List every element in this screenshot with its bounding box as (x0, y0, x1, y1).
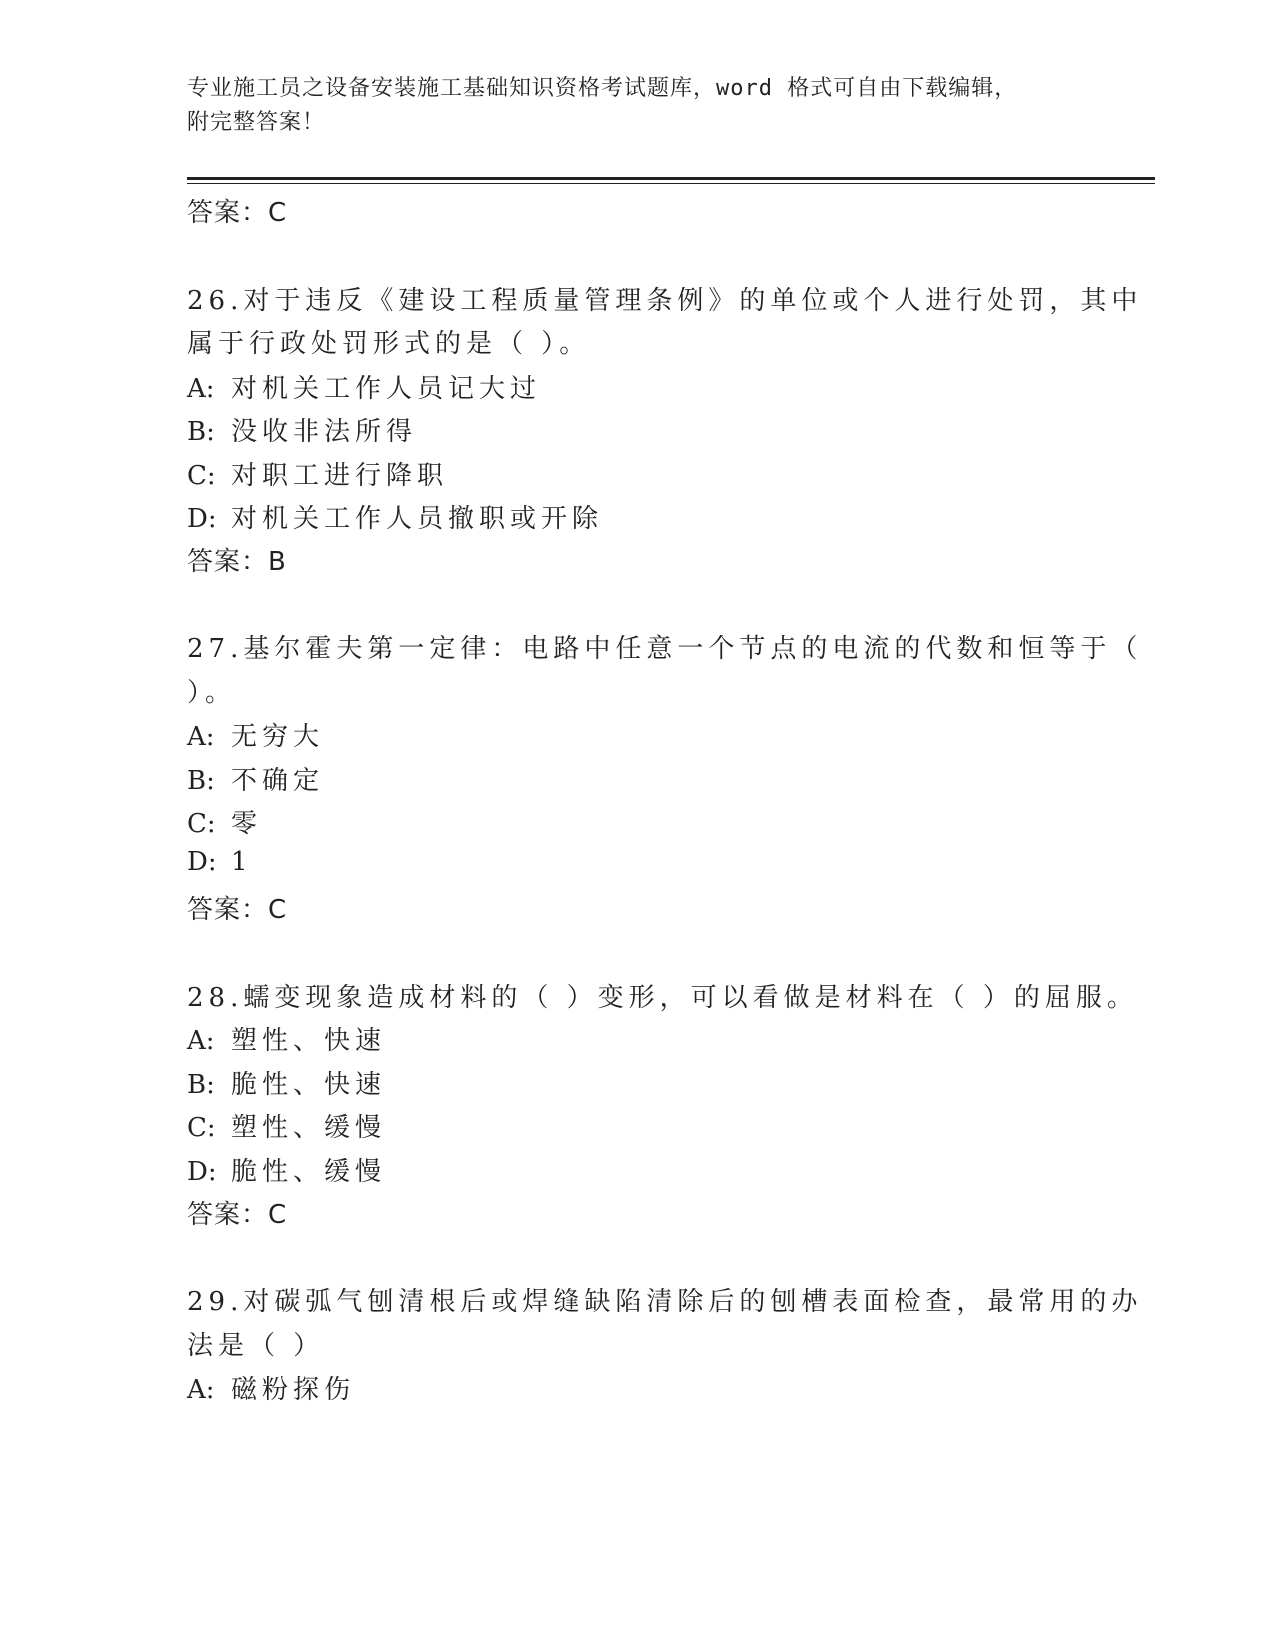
answer-line: 答案：C (187, 1200, 288, 1230)
option-key: A: (187, 1026, 215, 1056)
option-text: 没收非法所得 (231, 417, 418, 447)
option-key: B: (187, 417, 215, 447)
document-header (187, 72, 1087, 140)
option-item (187, 1020, 386, 1057)
question-text: 28.蠕变现象造成材料的（ ）变形，可以看做是材料在（ ）的屈服。 (187, 983, 1138, 1013)
option-item (187, 411, 417, 448)
option-text: 对机关工作人员记大过 (231, 374, 542, 404)
option-key: D: (187, 847, 217, 877)
option-text: 塑性、快速 (231, 1026, 387, 1056)
option-key: B: (187, 766, 215, 796)
option-item (187, 1369, 355, 1406)
option-text: 对机关工作人员撤职或开除 (231, 504, 604, 534)
option-text: 不确定 (231, 766, 325, 796)
header-divider (187, 177, 1155, 180)
option-item (187, 498, 603, 535)
option-key: A: (187, 722, 215, 752)
question-text: 26.对于违反《建设工程质量管理条例》的单位或个人进行处罚，其中 (187, 286, 1143, 316)
option-item (187, 1151, 386, 1188)
option-text: 对职工进行降职 (231, 461, 449, 491)
option-item (187, 368, 541, 405)
header-line: 专业施工员之设备安装施工基础知识资格考试题库，word 格式可自由下载编辑， (187, 76, 1018, 101)
option-item (187, 760, 324, 797)
question-text: 27.基尔霍夫第一定律：电路中任意一个节点的电流的代数和恒等于（ (187, 634, 1143, 664)
option-key: C: (187, 1113, 216, 1143)
option-text: 塑性、缓慢 (231, 1113, 387, 1143)
option-key: C: (187, 809, 216, 839)
option-item (187, 847, 253, 877)
option-key: C: (187, 461, 216, 491)
question-text: 属于行政处罚形式的是（ ）。 (187, 329, 591, 359)
option-text: 零 (231, 809, 263, 839)
option-key: A: (187, 1375, 215, 1405)
answer-line: 答案：C (187, 895, 288, 925)
option-key: D: (187, 1157, 217, 1187)
option-item (187, 1064, 386, 1101)
option-key: A: (187, 374, 215, 404)
answer-line: 答案：B (187, 547, 287, 577)
option-item (187, 1107, 386, 1144)
header-divider-thin (187, 183, 1155, 184)
option-text: 脆性、快速 (231, 1070, 387, 1100)
option-item (187, 455, 448, 492)
option-key: D: (187, 504, 217, 534)
question-text: 29.对碳弧气刨清根后或焊缝缺陷清除后的刨槽表面检查，最常用的办 (187, 1287, 1143, 1317)
question-text: 法是（ ） (187, 1331, 325, 1361)
option-key: B: (187, 1070, 215, 1100)
option-text: 1 (231, 847, 253, 877)
option-item (187, 716, 324, 753)
option-text: 磁粉探伤 (231, 1375, 356, 1405)
header-line: 附完整答案！ (187, 110, 326, 135)
option-text: 无穷大 (231, 722, 325, 752)
option-text: 脆性、缓慢 (231, 1157, 387, 1187)
answer-line: 答案：C (187, 198, 288, 228)
option-item (187, 803, 262, 840)
question-text: ）。 (187, 678, 237, 708)
